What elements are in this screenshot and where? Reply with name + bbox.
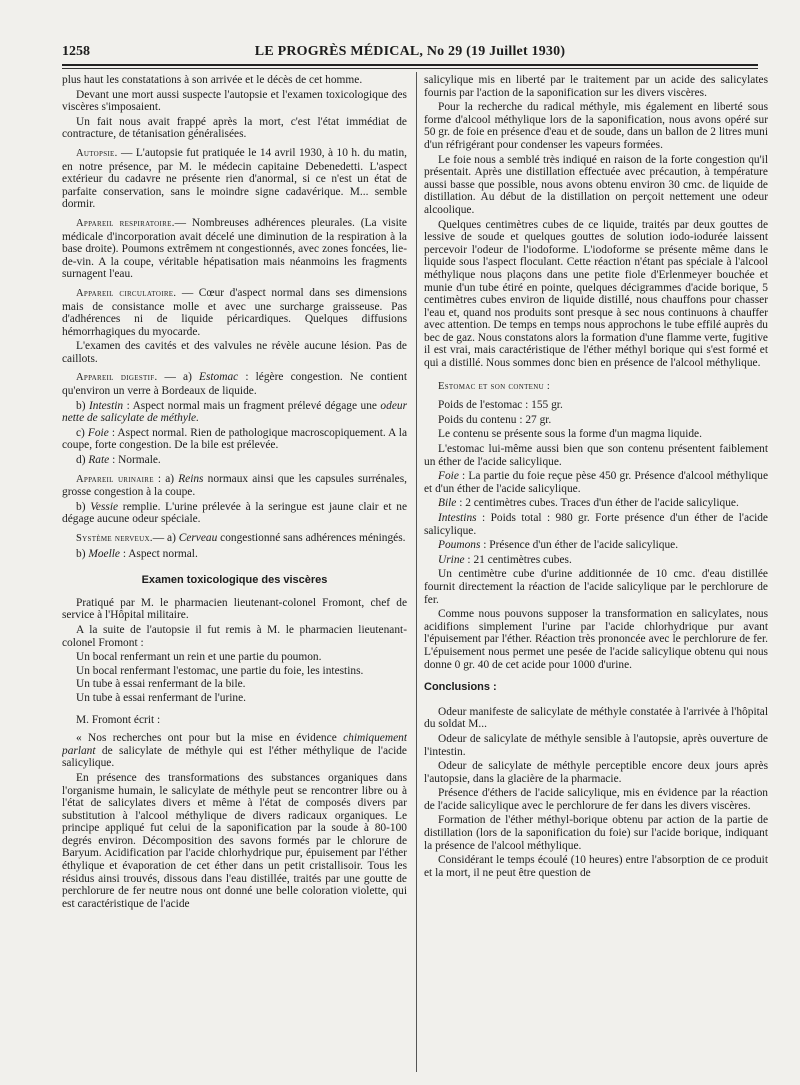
paragraph: Pratiqué par M. le pharmacien lieutenant-colonel Fromont, chef de service à l'Hôpital militaire.: [62, 596, 407, 622]
paragraph: L'estomac lui-même aussi bien que son contenu présentent faiblement un éther de l'acide salicylique.: [424, 443, 768, 468]
run-in-heading: Appareil circulatoire.: [76, 287, 177, 299]
paragraph: Quelques centimètres cubes de ce liquide, traités par deux gouttes de lessive de soude et quelques gouttes de solution iodo-iodurée laissent percevoir l'odeur de l'iodoforme. L'iodoforme se présente même dans le liquide sous l'aspect floculant. Cette réaction n'étant pas spéciale à l'alcool méthylique nous plaçons dans une petite fiole d'Erlenmeyer bouchée et munie d'un tube étiré en pointe, quelques décigrammes d'acide borique, 5 centimètres cubes environ de liquide distillé, nous chauffons pour chasser l'eau et, quand nos produits sont presque à sec nous continuons à chauffer avec attention. De temps en temps nous approchons le tube effilé auprès du bec de gaz. Nous constatons alors la formation d'une flamme verte, fugitive il est vrai, mais caractéristique de l'éther méthyl borique qui s'est formé et qui a distillé. Nous sommes donc bien en présence de l'alcool méthylique.: [424, 218, 768, 370]
running-header: [62, 44, 758, 62]
conclusion-item: Odeur de salicylate de méthyle sensible à l'autopsie, après ouverture de l'intestin.: [424, 732, 768, 758]
header-rule-thin: [62, 68, 758, 69]
column-divider: [416, 72, 417, 1072]
list-item: Un tube à essai renfermant de la bile.: [76, 678, 246, 691]
paragraph: Pour la recherche du radical méthyle, mis également en liberté sous forme d'alcool méthylique lors de la saponification, nous avons opéré sur 50 gr. de foie en présence d'eau et de soude, dans un ballon de 2 litres muni d'un réfrigérant pour condenser les vapeurs formées.: [424, 101, 768, 151]
paragraph: Comme nous pouvons supposer la transformation en salicylates, nous acidifions simplement l'urine par l'acide chlorhydrique pur avant l'épuisement par l'éther. Réaction très prononcée avec le perchlorure de fer. L'épuisement nous permet une pesée de l'acide salicylique obtenu qui nous donne 0 gr. 40 de cet acide pour 1000 d'urine.: [424, 608, 768, 671]
run-in-heading: Appareil urinaire: [76, 473, 154, 485]
paragraph: Devant une mort aussi suspecte l'autopsie et l'examen toxicologique des viscères s'imposaient.: [62, 88, 407, 114]
left-column: [62, 74, 407, 1079]
paragraph-circulatoire: Appareil circulatoire. — Cœur d'aspect normal dans ses dimensions mais de consistance molle et avec une surcharge graisseuse. Pas d'adhérences ni de liquide péricardiques. Quelques diffusions hémorrhagiques du myocarde.: [62, 286, 407, 338]
paragraph-urinaire: Appareil urinaire : a) Reins normaux ainsi que les capsules surrénales, grosse congestion à la coupe.: [62, 472, 407, 499]
paragraph: L'examen des cavités et des valvules ne révèle aucune lésion. Pas de caillots.: [62, 340, 407, 365]
list-item: Un bocal renfermant l'estomac, une partie du foie, les intestins.: [76, 664, 364, 677]
paragraph: Poids de l'estomac : 155 gr.: [438, 399, 563, 412]
paragraph: Le foie nous a semblé très indiqué en raison de la forte congestion qu'il présentait. Après une distillation effectuée avec précaution, à température aussi basse que possible, nous avons obtenu environ 30 cmc. de liquide de distillation. Au début de la distillation on perçoit nettement une odeur alcoolique.: [424, 153, 768, 216]
run-in-heading: Appareil digestif.: [76, 372, 158, 384]
paragraph: Un centimètre cube d'urine additionnée de 10 cmc. d'eau distillée fournit directement la réaction de l'acide salicylique par le perchlorure de fer.: [424, 568, 768, 606]
paragraph: M. Fromont écrit :: [76, 713, 161, 726]
paragraph-quote: « Nos recherches ont pour but la mise en évidence chimiquement parlant de salicylate de méthyle qui est l'éther méthylique de l'acide salicylique.: [62, 732, 407, 770]
paragraph: b) Moelle : Aspect normal.: [76, 547, 198, 560]
run-in-heading: Système nerveux.: [76, 533, 153, 544]
paragraph: En présence des transformations des substances organiques dans l'organisme humain, le salicylate de méthyle peut se rencontrer libre ou à l'état de salicylates divers et même à l'état de composés divers par substitution à l'alcool méthylique de divers radicaux organiques. Le principe appliqué fut celui de la saponification par la soude à 80-100 degrés environ. Décomposition des savons formés par le chlorure de Baryum. Acidification par l'acide chlorhydrique pur, épuisement par l'éther éthylique et évaporation de cet éther dans un petit cristallisoir. Tous les résidus ainsi trouvés, dissous dans l'eau distillée, traités par une goutte de perchlorure de fer neutre nous ont donné une belle coloration violette, qui est caractéristique de l'acide: [62, 771, 407, 910]
paragraph: Intestins : Poids total : 980 gr. Forte présence d'un éther de l'acide salicylique.: [424, 512, 768, 537]
paragraph: Le contenu se présente sous la forme d'un magma liquide.: [438, 428, 702, 441]
journal-title: LE PROGRÈS MÉDICAL, No 29 (19 Juillet 1930): [254, 44, 566, 59]
paragraph: plus haut les constatations à son arrivée et le décès de cet homme.: [62, 74, 363, 86]
conclusion-item: Présence d'éthers de l'acide salicylique, mis en évidence par la réaction de l'acide salicylique avec le perchlorure de fer dans les divers viscères.: [424, 787, 768, 812]
list-item: Un bocal renfermant un rein et une partie du poumon.: [76, 651, 322, 664]
conclusion-item: Odeur de salicylate de méthyle perceptible encore deux jours après l'autopsie, dans la glacière de la pharmacie.: [424, 760, 768, 785]
section-title: Examen toxicologique des viscères: [141, 574, 328, 587]
paragraph: Poumons : Présence d'un éther de l'acide salicylique.: [438, 539, 679, 552]
paragraph: Un fait nous avait frappé après la mort, c'est l'état immédiat de contracture, de tétanisation généralisées.: [62, 115, 407, 141]
list-item: Un tube à essai renfermant de l'urine.: [76, 691, 246, 704]
conclusion-item: Odeur manifeste de salicylate de méthyle constatée à l'arrivée à l'hôpital du soldat M...: [424, 705, 768, 731]
paragraph: b) Vessie remplie. L'urine prélevée à la seringue est jaune clair et ne dégage aucune odeur spéciale.: [62, 500, 407, 526]
paragraph: A la suite de l'autopsie il fut remis à M. le pharmacien lieutenant-colonel Fromont :: [62, 623, 407, 649]
paragraph: Foie : La partie du foie reçue pèse 450 gr. Présence d'alcool méthylique et d'un éther de l'acide salicylique.: [424, 470, 768, 495]
paragraph-autopsie: Autopsie. — L'autopsie fut pratiquée le 14 avril 1930, à 10 h. du matin, en notre présence, par M. le médecin capitaine Debenedetti. L'aspect extérieur du cadavre ne présente rien d'anormal, si ce n'est un état de parfaite conservation, sans le moindre signe cadavérique. M... semble dormir.: [62, 146, 407, 211]
right-column: [424, 74, 768, 1079]
paragraph-respiratoire: Appareil respiratoire.— Nombreuses adhérences pleurales. (La visite médicale d'incorporation avait décelé une diminution de la respiration à la base droite). Poumons extrêmem nt congestionnés, avec zones foncées, lie-de-vin. A la coupe, véritable hépatisation mais néanmoins les fragments surnagent l'eau.: [62, 216, 407, 281]
run-in-heading: Autopsie.: [76, 147, 118, 159]
paragraph: d) Rate : Normale.: [76, 454, 161, 467]
header-rule: [62, 64, 758, 66]
paragraph-nerveux: Système nerveux.— a) Cerveau congestionné sans adhérences méningés.: [76, 532, 406, 544]
paragraph: Urine : 21 centimètres cubes.: [438, 553, 572, 566]
subheading: Estomac et son contenu :: [438, 380, 551, 392]
paragraph: b) Intestin : Aspect normal mais un fragment prélevé dégage une odeur nette de salicylate de méthyle.: [62, 399, 407, 425]
conclusion-item: Formation de l'éther méthyl-borique obtenu par action de la partie de distillation (lors de la saponification du foie) sur l'acide borique, indiquant la présence de l'alcool méthylique.: [424, 814, 768, 852]
run-in-heading: Appareil respiratoire.: [76, 217, 175, 229]
conclusions-heading: Conclusions :: [424, 681, 497, 694]
conclusion-item: Considérant le temps écoulé (10 heures) entre l'absorption de ce produit et la mort, il ne peut être question de: [424, 854, 768, 879]
paragraph: Poids du contenu : 27 gr.: [438, 413, 552, 426]
paragraph: c) Foie : Aspect normal. Rien de pathologique macroscopiquement. A la coupe, forte congestion. De la bile est prélevée.: [62, 426, 407, 452]
page-number: 1258: [62, 44, 90, 59]
paragraph-digestif: Appareil digestif. — a) Estomac : légère congestion. Ne contient qu'environ un verre à Bordeaux de liquide.: [62, 371, 407, 398]
paragraph: salicylique mis en liberté par le traitement par un acide des salicylates fournis par l'action de la saponification sur les divers viscères.: [424, 74, 768, 99]
paragraph: Bile : 2 centimètres cubes. Traces d'un éther de l'acide salicylique.: [438, 497, 739, 510]
